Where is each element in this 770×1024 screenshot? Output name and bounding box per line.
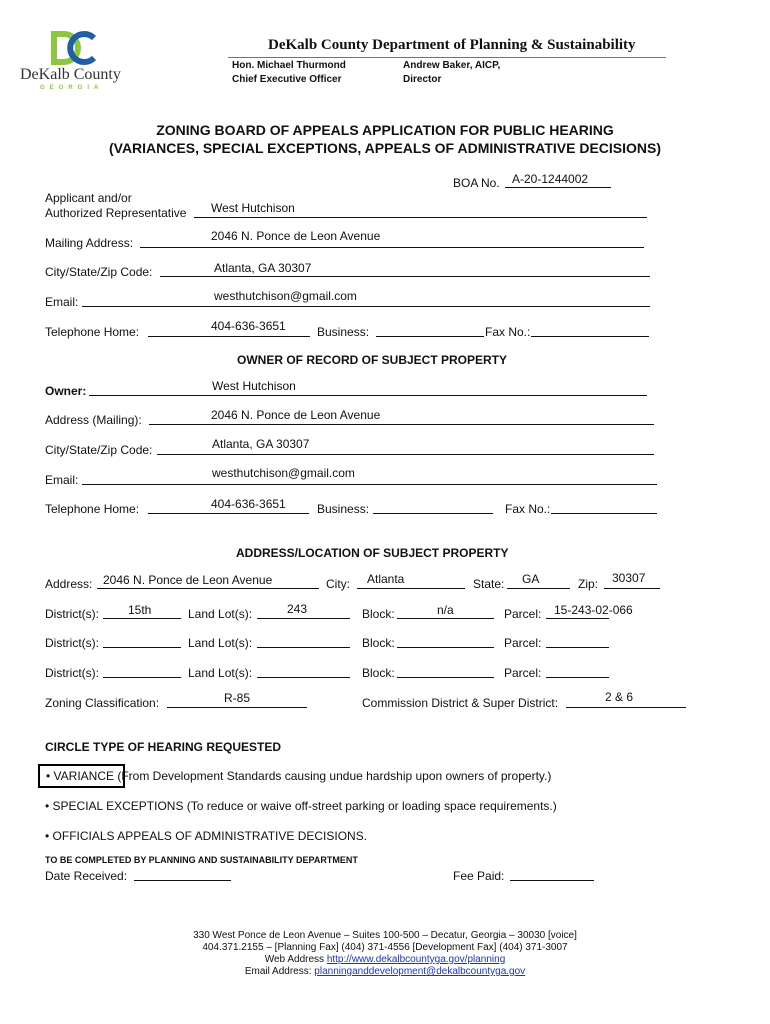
applicant-csz-label: City/State/Zip Code:	[45, 265, 153, 279]
landlot-line-1	[257, 618, 350, 619]
block-label-3: Block:	[362, 666, 395, 680]
property-address-label: Address:	[45, 577, 93, 591]
org-name: DeKalb County Department of Planning & Sustainability	[268, 37, 636, 53]
owner-business-line	[373, 513, 493, 514]
footer-email	[0, 966, 770, 977]
applicant-email[interactable]: westhutchison@gmail.com	[214, 289, 357, 303]
applicant-email-label: Email:	[45, 295, 79, 309]
parcel-label-1: Parcel:	[504, 607, 542, 621]
district-line-2	[103, 647, 181, 648]
applicant-name-line	[194, 217, 647, 218]
date-received-label: Date Received:	[45, 869, 128, 883]
zoning-line	[167, 707, 307, 708]
applicant-fax-label: Fax No.:	[485, 325, 531, 339]
property-state[interactable]: GA	[522, 572, 540, 586]
boa-label: BOA No.	[453, 176, 500, 190]
parcel-line-2	[546, 647, 609, 648]
district-label-3: District(s):	[45, 666, 99, 680]
landlot-value[interactable]: 243	[287, 602, 308, 616]
owner-phone[interactable]: 404-636-3651	[211, 497, 286, 511]
date-received-line	[134, 880, 231, 881]
district-value[interactable]: 15th	[128, 603, 152, 617]
owner-phone-line	[148, 513, 309, 514]
owner-csz-line	[157, 454, 654, 455]
block-line-3	[397, 677, 494, 678]
applicant-mailing[interactable]: 2046 N. Ponce de Leon Avenue	[211, 229, 381, 243]
officer2-name: Andrew Baker, AICP,	[403, 60, 501, 71]
landlot-label-1: Land Lot(s):	[188, 607, 253, 621]
owner-csz[interactable]: Atlanta, GA 30307	[212, 437, 310, 451]
officer2-title: Director	[403, 74, 442, 85]
district-label-1: District(s):	[45, 607, 99, 621]
district-label-2: District(s):	[45, 636, 99, 650]
mailing-label: Mailing Address:	[45, 236, 134, 250]
hearing-option-special-exceptions[interactable]: • SPECIAL EXCEPTIONS (To reduce or waive off-street parking or loading space requirements.)	[45, 799, 557, 813]
parcel-label-3: Parcel:	[504, 666, 542, 680]
property-city[interactable]: Atlanta	[367, 572, 405, 586]
commission-label: Commission District & Super District:	[362, 696, 559, 710]
applicant-csz-line	[160, 276, 650, 277]
block-line-1	[397, 618, 494, 619]
footer-phones: 404.371.2155 – [Planning Fax] (404) 371-4556 [Development Fax] (404) 371-3007	[202, 942, 568, 953]
officer1-title: Chief Executive Officer	[232, 74, 342, 85]
footer-web	[0, 954, 770, 965]
block-label-1: Block:	[362, 607, 395, 621]
parcel-line-1	[546, 618, 609, 619]
form-title-line1: ZONING BOARD OF APPEALS APPLICATION FOR PUBLIC HEARING	[156, 122, 614, 138]
property-address[interactable]: 2046 N. Ponce de Leon Avenue	[103, 573, 273, 587]
property-state-line	[507, 588, 570, 589]
property-state-label: State:	[473, 577, 505, 591]
mailing-line	[140, 247, 644, 248]
owner-business-label: Business:	[317, 502, 370, 516]
landlot-label-2: Land Lot(s):	[188, 636, 253, 650]
hearing-option-appeals[interactable]: • OFFICIALS APPEALS OF ADMINISTRATIVE DECISIONS.	[45, 829, 368, 843]
district-line-1	[103, 618, 181, 619]
owner-email-label: Email:	[45, 473, 79, 487]
owner-email-line	[82, 484, 657, 485]
property-city-line	[357, 588, 465, 589]
property-address-line	[97, 588, 319, 589]
logo-subtext: GEORGIA	[40, 85, 104, 91]
applicant-phone[interactable]: 404-636-3651	[211, 319, 286, 333]
owner-address-label: Address (Mailing):	[45, 413, 142, 427]
zoning-label: Zoning Classification:	[45, 696, 160, 710]
applicant-name[interactable]: West Hutchison	[211, 201, 295, 215]
fee-paid-label: Fee Paid:	[453, 869, 505, 883]
applicant-business-label: Business:	[317, 325, 370, 339]
parcel-label-2: Parcel:	[504, 636, 542, 650]
landlot-label-3: Land Lot(s):	[188, 666, 253, 680]
zoning-value[interactable]: R-85	[224, 691, 251, 705]
property-city-label: City:	[326, 577, 350, 591]
landlot-line-2	[257, 647, 350, 648]
owner-csz-label: City/State/Zip Code:	[45, 443, 153, 457]
applicant-label-1: Applicant and/or	[45, 191, 132, 205]
owner-heading: OWNER OF RECORD OF SUBJECT PROPERTY	[237, 353, 508, 367]
owner-label: Owner:	[45, 384, 87, 398]
applicant-fax-line	[531, 336, 649, 337]
county-logo	[20, 30, 132, 96]
block-label-2: Block:	[362, 636, 395, 650]
office-heading: TO BE COMPLETED BY PLANNING AND SUSTAINABILITY DEPARTMENT	[45, 855, 358, 865]
boa-line	[505, 187, 611, 188]
owner-fax-line	[551, 513, 657, 514]
block-value[interactable]: n/a	[437, 603, 454, 617]
applicant-email-line	[82, 306, 650, 307]
footer-web-link[interactable]: http://www.dekalbcountyga.gov/planning	[326, 954, 506, 965]
property-zip-line	[604, 588, 660, 589]
owner-address[interactable]: 2046 N. Ponce de Leon Avenue	[211, 408, 381, 422]
footer-email-label: Email Address:	[244, 966, 312, 977]
logo-text: DeKalb County	[20, 66, 121, 83]
footer-address: 330 West Ponce de Leon Avenue – Suites 100-500 – Decatur, Georgia – 30030 [voice]	[193, 930, 577, 941]
owner-name[interactable]: West Hutchison	[212, 379, 296, 393]
owner-address-line	[149, 424, 654, 425]
footer-web-label: Web Address	[264, 954, 325, 965]
hearing-option-variance[interactable]: • VARIANCE (From Development Standards causing undue hardship upon owners of property.)	[46, 769, 552, 783]
footer-email-link[interactable]: planninganddevelopment@dekalbcountyga.gov	[314, 966, 526, 977]
commission-line	[566, 707, 686, 708]
hearing-heading: CIRCLE TYPE OF HEARING REQUESTED	[45, 740, 282, 754]
property-zip[interactable]: 30307	[612, 571, 646, 585]
owner-name-line	[89, 395, 647, 396]
applicant-phone-label: Telephone Home:	[45, 325, 140, 339]
parcel-line-3	[546, 677, 609, 678]
commission-value[interactable]: 2 & 6	[605, 690, 634, 704]
owner-phone-label: Telephone Home:	[45, 502, 140, 516]
property-zip-label: Zip:	[578, 577, 599, 591]
form-title-line2: (VARIANCES, SPECIAL EXCEPTIONS, APPEALS OF ADMINISTRATIVE DECISIONS)	[108, 140, 662, 156]
applicant-csz[interactable]: Atlanta, GA 30307	[214, 261, 312, 275]
officer1-name: Hon. Michael Thurmond	[232, 60, 346, 71]
landlot-line-3	[257, 677, 350, 678]
district-line-3	[103, 677, 181, 678]
boa-number[interactable]: A-20-1244002	[512, 172, 589, 186]
applicant-label-2: Authorized Representative	[45, 206, 187, 220]
owner-fax-label: Fax No.:	[505, 502, 551, 516]
header-rule	[228, 57, 666, 58]
owner-email[interactable]: westhutchison@gmail.com	[212, 466, 355, 480]
parcel-value[interactable]: 15-243-02-066	[554, 603, 633, 617]
fee-paid-line	[510, 880, 594, 881]
block-line-2	[397, 647, 494, 648]
applicant-business-line	[376, 336, 484, 337]
dc-logo-icon	[20, 30, 132, 70]
applicant-phone-line	[148, 336, 310, 337]
property-heading: ADDRESS/LOCATION OF SUBJECT PROPERTY	[236, 546, 509, 560]
